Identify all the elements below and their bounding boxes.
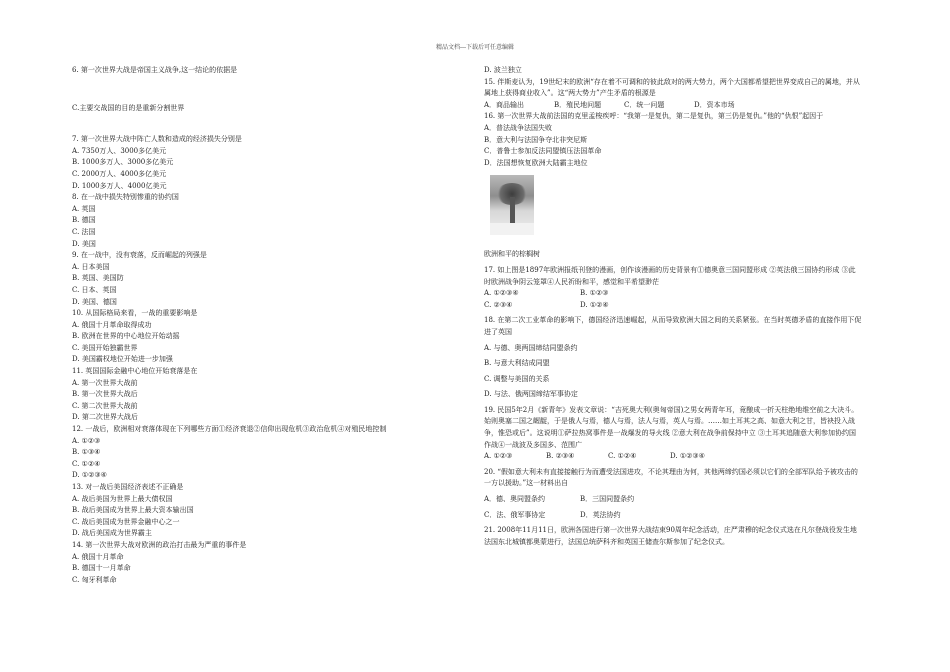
q9-option-b: B. 英国、美国防 bbox=[72, 274, 124, 283]
question-13: 13. 对一战后美国经济表述不正确是 bbox=[72, 483, 184, 491]
question-14: 14. 第一次世界大战对欧洲的政治打击最为严重的事件是 bbox=[72, 540, 247, 549]
q8-option-b: B. 德国 bbox=[72, 216, 96, 225]
question-18: 18. 在第二次工业革命的影响下，德国经济迅速崛起，从而导致欧洲大国之间的关系紧张。在当时英德矛盾的直接作用下促进了英国 bbox=[484, 316, 862, 336]
q17-option-b: B. ①②③ bbox=[580, 289, 609, 298]
q12-option-a: A. ①②③ bbox=[72, 436, 101, 445]
q19-option-a: A. ①②③ bbox=[484, 452, 513, 461]
q12-option-d: D. ①②③④ bbox=[72, 471, 107, 480]
q18-option-d: D. 与法、俄两国缔结军事协定 bbox=[484, 390, 578, 399]
question-11: 11. 英国国际金融中心地位开始衰落是在 bbox=[72, 367, 198, 376]
q11-option-d: D. 第二次世界大战后 bbox=[72, 413, 138, 422]
q16-option-d: D．法国想恢复欧洲大陆霸主地位 bbox=[484, 158, 588, 167]
q7-option-c: C. 2000万人、4000多亿美元 bbox=[72, 169, 167, 178]
question-10: 10. 从国际格局来看，一战的重要影响是 bbox=[72, 309, 198, 318]
q11-option-a: A. 第一次世界大战前 bbox=[72, 378, 138, 387]
q11-option-c: C. 第二次世界大战前 bbox=[72, 401, 138, 410]
q16-option-a: A．普法战争法国失败 bbox=[484, 123, 553, 132]
q13-option-a: A. 战后美国为世界上最大债权国 bbox=[72, 494, 173, 503]
q7-option-b: B. 1000多万人、3000多亿美元 bbox=[72, 158, 174, 167]
q17-options-row-1 bbox=[484, 288, 862, 300]
q19-option-c: C. ①②④ bbox=[608, 452, 637, 461]
question-16: 16. 第一次世界大战前法国的克里孟梭疾呼：“我第一是复仇，第二是复仇，第三仍是复仇。”他的“仇恨”起因于 bbox=[484, 112, 824, 121]
q15-option-c: C．统一问题 bbox=[624, 100, 665, 109]
q20-options-row-2 bbox=[484, 510, 862, 522]
q14-option-b: B. 德国十一月革命 bbox=[72, 564, 131, 573]
q10-option-c: C. 美国开始独霸世界 bbox=[72, 343, 138, 352]
q16-option-b: B．意大利与法国争夺北非突尼斯 bbox=[484, 135, 588, 144]
q10-option-a: A. 俄国十月革命取得成功 bbox=[72, 320, 152, 329]
q14-option-a: A. 俄国十月革命 bbox=[72, 552, 124, 561]
q18-option-c: C. 调整与美国的关系 bbox=[484, 374, 550, 383]
q11-option-b: B. 第一次世界大战后 bbox=[72, 390, 138, 399]
q6-option-c: C.主要交战国的目的是重新分割世界 bbox=[72, 103, 185, 112]
question-8: 8. 在一战中损失特别惨重的协约国 bbox=[72, 193, 179, 202]
q12-option-c: C. ①②④ bbox=[72, 459, 101, 468]
q9-option-c: C. 日本、英国 bbox=[72, 285, 117, 294]
q15-option-b: B．殖民地问题 bbox=[554, 100, 602, 109]
q17-option-c: C. ②③④ bbox=[484, 300, 513, 309]
q16-option-c: C．普鲁士参加反法同盟镇压法国革命 bbox=[484, 147, 602, 156]
q8-option-a: A. 英国 bbox=[72, 204, 96, 213]
q9-option-d: D. 美国、德国 bbox=[72, 297, 117, 306]
q13-option-d: D. 战后美国成为世界霸主 bbox=[72, 529, 152, 538]
q19-option-d: D. ①②③④ bbox=[670, 452, 705, 461]
q14-option-c: C. 匈牙利革命 bbox=[72, 575, 117, 584]
question-21: 21. 2008年11月11日，欧洲各国进行第一次世界大战结束90周年纪念活动，庄严肃穆的纪念仪式选在凡尔登战役发生地法国东北城镇都奥蒙进行，法国总统萨科齐和英国王储查尔斯参加了纪念仪式。 bbox=[484, 526, 857, 546]
q19-option-b: B. ②③④ bbox=[546, 452, 575, 461]
q19-options bbox=[484, 451, 862, 463]
q10-option-b: B. 欧洲在世界的中心地位开始动摇 bbox=[72, 332, 180, 341]
question-19: 19. 民国5年2月《新青年》发表文章说：“吉死奥大利(奥匈帝国)之男女两青年耳，竟酿成一折天柱绝地维空前之大决斗。始则奥塞二国之龌龊，于是俄人与焉，德人与焉，法人与焉，英人与焉。……如土耳其之高、如意大利之甘，皆袂投入战争，惟恐或后”。这说明①萨拉热窝事件是一战爆发的导火线 ②意大利在战争前保持中立 ③土耳其追随意大利参加协约国作战④一战波及多国多、范围广 bbox=[484, 405, 859, 449]
q17-option-d: D. ①②④ bbox=[580, 300, 609, 309]
right-column bbox=[484, 65, 862, 548]
q17-option-a: A. ①②③④ bbox=[484, 289, 519, 298]
question-20: 20. “假如意大利未有直接接触行为而遭受法国进攻，不论其理由为何，其他两缔约国必须以它们的全部军队给予被攻击的一方以援助。”这一材料出自 bbox=[484, 467, 858, 488]
palm-tree-cartoon-image bbox=[490, 175, 534, 235]
question-9: 9. 在一战中，没有衰落，反而崛起的列强是 bbox=[72, 251, 207, 260]
q18-option-b: B. 与意大利结成同盟 bbox=[484, 359, 550, 368]
q20-option-d: D．英法协约 bbox=[580, 510, 621, 519]
question-12: 12. 一战后，欧洲相对衰落体现在下列哪些方面①经济衰退②信仰出现危机③政治危机④对殖民地控制 bbox=[72, 425, 387, 434]
page-header: 精品文档---下载后可任意编辑 bbox=[435, 44, 515, 51]
photo-caption: 欧洲和平的棕榈树 bbox=[484, 250, 540, 259]
q20-option-a: A．德、奥同盟条约 bbox=[484, 495, 546, 504]
question-6: 6. 第一次世界大战是帝国主义战争,这一结论的依据是 bbox=[72, 66, 238, 74]
q15-option-a: A．商品输出 bbox=[484, 100, 525, 109]
q10-option-d: D. 美国霸权地位开始进一步加强 bbox=[72, 355, 173, 364]
q12-option-b: B. ①③④ bbox=[72, 448, 101, 457]
question-7: 7. 第一次世界大战中阵亡人数和造成的经济损失分别是 bbox=[72, 135, 242, 144]
question-17: 17. 如上图是1897年欧洲报纸刊登的漫画，创作该漫画的历史背景有①德奥意三国同盟形成 ②英法俄三国协约形成 ③此时欧洲战争阴云笼罩④人民祈盼和平，感觉和平希望渺茫 bbox=[484, 265, 856, 286]
question-15: 15. 伴斯麦认为，19世纪末的欧洲“存在着不可调和的彼此敌对的两大势力，两个大国都希望把世界变成自己的属地，并从属地上获得商业收入”。这“两大势力”产生矛盾的根源是 bbox=[484, 77, 860, 98]
q18-option-a: A. 与德、奥两国缔结同盟条约 bbox=[484, 343, 578, 352]
q8-option-c: C. 法国 bbox=[72, 227, 96, 236]
q20-option-b: B．三国同盟条约 bbox=[580, 495, 635, 504]
q7-option-d: D. 1000多万人、4000亿美元 bbox=[72, 181, 167, 190]
q9-option-a: A. 日本美国 bbox=[72, 262, 110, 271]
q15-option-d: D．资本市场 bbox=[694, 100, 735, 109]
q20-options-row-1 bbox=[484, 494, 862, 506]
q14-option-d: D. 波兰独立 bbox=[484, 66, 522, 74]
q7-option-a: A. 7350万人、3000多亿美元 bbox=[72, 146, 167, 155]
q17-options-row-2 bbox=[484, 300, 862, 312]
left-column bbox=[72, 65, 462, 586]
q13-option-b: B. 战后美国成为世界上最大资本输出国 bbox=[72, 506, 194, 515]
q8-option-d: D. 美国 bbox=[72, 239, 96, 248]
q20-option-c: C．法、俄军事协定 bbox=[484, 510, 546, 519]
q15-options bbox=[484, 100, 862, 112]
q13-option-c: C. 战后美国成为世界金融中心之一 bbox=[72, 517, 180, 526]
